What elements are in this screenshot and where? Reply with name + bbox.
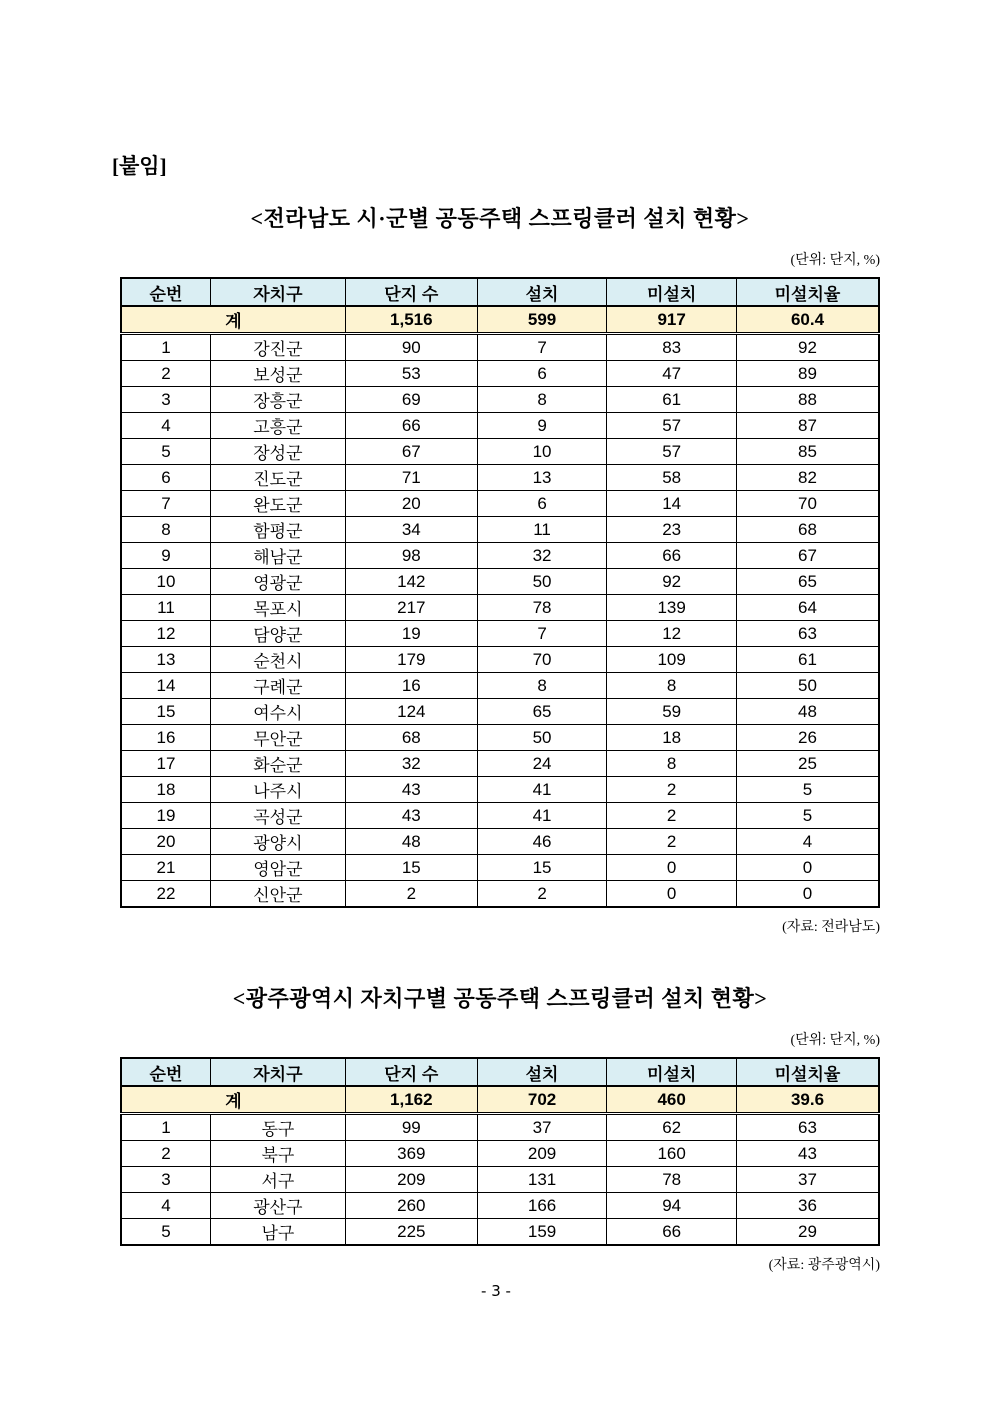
table-cell: 68 xyxy=(736,517,879,543)
table-row xyxy=(121,751,879,777)
table-cell: 50 xyxy=(736,673,879,699)
table-2-title: <광주광역시 자치구별 공동주택 스프링클러 설치 현황> xyxy=(232,986,768,1011)
table-cell: 무안군 xyxy=(210,725,345,751)
table-1-source-note: (자료: 전라남도) xyxy=(782,920,880,935)
total-value-cell: 599 xyxy=(477,306,607,334)
table-cell: 139 xyxy=(607,595,737,621)
table-cell: 25 xyxy=(736,751,879,777)
total-value-cell: 917 xyxy=(607,306,737,334)
table-row xyxy=(121,517,879,543)
table-header-row xyxy=(121,1058,879,1086)
table-cell: 3 xyxy=(121,1167,210,1193)
table-cell: 동구 xyxy=(210,1114,345,1141)
table-cell: 62 xyxy=(607,1114,737,1141)
table-cell: 고흥군 xyxy=(210,413,345,439)
column-header: 미설치율 xyxy=(736,278,879,306)
table-cell: 8 xyxy=(121,517,210,543)
table-cell: 61 xyxy=(736,647,879,673)
table-cell: 신안군 xyxy=(210,881,345,908)
table-cell: 6 xyxy=(477,361,607,387)
table-cell: 69 xyxy=(345,387,477,413)
table-1-unit-note: (단위: 단지, %) xyxy=(790,253,880,268)
table-cell: 0 xyxy=(607,855,737,881)
table-cell: 124 xyxy=(345,699,477,725)
table-cell: 209 xyxy=(345,1167,477,1193)
table-cell: 20 xyxy=(121,829,210,855)
table-cell: 여수시 xyxy=(210,699,345,725)
table-cell: 21 xyxy=(121,855,210,881)
table-cell: 32 xyxy=(477,543,607,569)
table-cell: 광양시 xyxy=(210,829,345,855)
table-cell: 구례군 xyxy=(210,673,345,699)
table-cell: 2 xyxy=(121,361,210,387)
table-cell: 7 xyxy=(121,491,210,517)
table-cell: 5 xyxy=(121,1219,210,1246)
table-cell: 48 xyxy=(736,699,879,725)
table-cell: 8 xyxy=(607,673,737,699)
table-cell: 94 xyxy=(607,1193,737,1219)
table-cell: 북구 xyxy=(210,1141,345,1167)
table-cell: 57 xyxy=(607,439,737,465)
table-cell: 66 xyxy=(607,1219,737,1246)
table-row xyxy=(121,699,879,725)
table-row xyxy=(121,543,879,569)
table-cell: 109 xyxy=(607,647,737,673)
table-cell: 92 xyxy=(736,334,879,361)
table-cell: 4 xyxy=(121,1193,210,1219)
total-value-cell: 1,162 xyxy=(345,1086,477,1114)
table-cell: 1 xyxy=(121,1114,210,1141)
page-number: - 3 - xyxy=(481,1282,511,1300)
table-header-row xyxy=(121,278,879,306)
table-cell: 59 xyxy=(607,699,737,725)
table-cell: 83 xyxy=(607,334,737,361)
table-cell: 41 xyxy=(477,777,607,803)
table-cell: 15 xyxy=(477,855,607,881)
table-cell: 66 xyxy=(345,413,477,439)
table-cell: 담양군 xyxy=(210,621,345,647)
document-page xyxy=(112,0,880,1274)
table-cell: 87 xyxy=(736,413,879,439)
table-cell: 0 xyxy=(607,881,737,908)
table-cell: 23 xyxy=(607,517,737,543)
table-cell: 강진군 xyxy=(210,334,345,361)
table-row xyxy=(121,491,879,517)
table-cell: 장흥군 xyxy=(210,387,345,413)
table-cell: 36 xyxy=(736,1193,879,1219)
table-row xyxy=(121,569,879,595)
table-cell: 98 xyxy=(345,543,477,569)
table-cell: 5 xyxy=(736,777,879,803)
table-row xyxy=(121,1193,879,1219)
table-row xyxy=(121,439,879,465)
table-cell: 화순군 xyxy=(210,751,345,777)
total-value-cell: 39.6 xyxy=(736,1086,879,1114)
table-cell: 12 xyxy=(121,621,210,647)
table-row xyxy=(121,647,879,673)
table-cell: 71 xyxy=(345,465,477,491)
column-header: 미설치 xyxy=(607,278,737,306)
table-row xyxy=(121,829,879,855)
table-cell: 6 xyxy=(121,465,210,491)
table-cell: 131 xyxy=(477,1167,607,1193)
table-cell: 82 xyxy=(736,465,879,491)
table-cell: 225 xyxy=(345,1219,477,1246)
table-row xyxy=(121,855,879,881)
table-cell: 78 xyxy=(477,595,607,621)
table-cell: 65 xyxy=(477,699,607,725)
column-header: 설치 xyxy=(477,1058,607,1086)
table-cell: 46 xyxy=(477,829,607,855)
table-cell: 63 xyxy=(736,1114,879,1141)
table-cell: 광산구 xyxy=(210,1193,345,1219)
table-cell: 2 xyxy=(121,1141,210,1167)
table-cell: 67 xyxy=(736,543,879,569)
attachment-label: [붙임] xyxy=(112,154,167,178)
table-cell: 2 xyxy=(607,777,737,803)
table-cell: 166 xyxy=(477,1193,607,1219)
table-cell: 7 xyxy=(477,334,607,361)
table-cell: 8 xyxy=(477,387,607,413)
table-cell: 65 xyxy=(736,569,879,595)
table-jeollanamdo xyxy=(120,277,880,908)
table-cell: 68 xyxy=(345,725,477,751)
table-row xyxy=(121,777,879,803)
table-cell: 369 xyxy=(345,1141,477,1167)
table-cell: 곡성군 xyxy=(210,803,345,829)
table-cell: 2 xyxy=(607,829,737,855)
table-cell: 58 xyxy=(607,465,737,491)
table-row xyxy=(121,1219,879,1246)
table-cell: 영암군 xyxy=(210,855,345,881)
table-cell: 2 xyxy=(477,881,607,908)
table-cell: 90 xyxy=(345,334,477,361)
table-cell: 89 xyxy=(736,361,879,387)
table-cell: 11 xyxy=(121,595,210,621)
table-cell: 5 xyxy=(736,803,879,829)
table-cell: 57 xyxy=(607,413,737,439)
table-cell: 9 xyxy=(477,413,607,439)
table-cell: 37 xyxy=(477,1114,607,1141)
table-cell: 142 xyxy=(345,569,477,595)
table-cell: 53 xyxy=(345,361,477,387)
table-cell: 완도군 xyxy=(210,491,345,517)
table-row xyxy=(121,881,879,908)
table-row xyxy=(121,1167,879,1193)
table-cell: 24 xyxy=(477,751,607,777)
table-cell: 18 xyxy=(607,725,737,751)
table-cell: 16 xyxy=(121,725,210,751)
table-row xyxy=(121,1141,879,1167)
table-cell: 나주시 xyxy=(210,777,345,803)
table-cell: 7 xyxy=(477,621,607,647)
table-total-row xyxy=(121,306,879,334)
table-row xyxy=(121,465,879,491)
table-1-title: <전라남도 시·군별 공동주택 스프링클러 설치 현황> xyxy=(250,206,750,231)
table-cell: 보성군 xyxy=(210,361,345,387)
table-cell: 41 xyxy=(477,803,607,829)
table-cell: 목포시 xyxy=(210,595,345,621)
table-cell: 영광군 xyxy=(210,569,345,595)
total-label-cell: 계 xyxy=(121,306,345,334)
table-cell: 19 xyxy=(121,803,210,829)
table-cell: 서구 xyxy=(210,1167,345,1193)
table-row xyxy=(121,725,879,751)
table-cell: 179 xyxy=(345,647,477,673)
column-header: 단지 수 xyxy=(345,1058,477,1086)
table-cell: 10 xyxy=(121,569,210,595)
total-value-cell: 60.4 xyxy=(736,306,879,334)
total-label-cell: 계 xyxy=(121,1086,345,1114)
table-cell: 85 xyxy=(736,439,879,465)
table-cell: 43 xyxy=(736,1141,879,1167)
column-header: 단지 수 xyxy=(345,278,477,306)
table-cell: 3 xyxy=(121,387,210,413)
table-cell: 15 xyxy=(121,699,210,725)
table-gwangju xyxy=(120,1057,880,1246)
table-cell: 88 xyxy=(736,387,879,413)
total-value-cell: 460 xyxy=(607,1086,737,1114)
table-cell: 37 xyxy=(736,1167,879,1193)
table-cell: 10 xyxy=(477,439,607,465)
table-cell: 17 xyxy=(121,751,210,777)
table-cell: 92 xyxy=(607,569,737,595)
column-header: 자치구 xyxy=(210,1058,345,1086)
table-cell: 64 xyxy=(736,595,879,621)
table-cell: 43 xyxy=(345,803,477,829)
table-cell: 2 xyxy=(345,881,477,908)
table-cell: 0 xyxy=(736,855,879,881)
table-cell: 50 xyxy=(477,725,607,751)
table-cell: 순천시 xyxy=(210,647,345,673)
table-cell: 14 xyxy=(121,673,210,699)
table-cell: 67 xyxy=(345,439,477,465)
table-cell: 1 xyxy=(121,334,210,361)
table-cell: 진도군 xyxy=(210,465,345,491)
table-cell: 9 xyxy=(121,543,210,569)
table-cell: 4 xyxy=(736,829,879,855)
table-cell: 48 xyxy=(345,829,477,855)
table-cell: 6 xyxy=(477,491,607,517)
table-cell: 61 xyxy=(607,387,737,413)
table-cell: 4 xyxy=(121,413,210,439)
table-cell: 78 xyxy=(607,1167,737,1193)
table-row xyxy=(121,361,879,387)
column-header: 순번 xyxy=(121,278,210,306)
table-cell: 13 xyxy=(121,647,210,673)
column-header: 설치 xyxy=(477,278,607,306)
column-header: 미설치율 xyxy=(736,1058,879,1086)
table-cell: 217 xyxy=(345,595,477,621)
column-header: 순번 xyxy=(121,1058,210,1086)
table-cell: 12 xyxy=(607,621,737,647)
table-row xyxy=(121,673,879,699)
table-cell: 260 xyxy=(345,1193,477,1219)
table-cell: 2 xyxy=(607,803,737,829)
table-cell: 15 xyxy=(345,855,477,881)
table-cell: 26 xyxy=(736,725,879,751)
table-cell: 13 xyxy=(477,465,607,491)
table-cell: 34 xyxy=(345,517,477,543)
column-header: 미설치 xyxy=(607,1058,737,1086)
table-cell: 66 xyxy=(607,543,737,569)
table-cell: 5 xyxy=(121,439,210,465)
table-row xyxy=(121,621,879,647)
table-cell: 남구 xyxy=(210,1219,345,1246)
table-cell: 함평군 xyxy=(210,517,345,543)
table-cell: 8 xyxy=(607,751,737,777)
table-cell: 209 xyxy=(477,1141,607,1167)
table-cell: 32 xyxy=(345,751,477,777)
table-cell: 장성군 xyxy=(210,439,345,465)
table-row xyxy=(121,803,879,829)
table-cell: 해남군 xyxy=(210,543,345,569)
table-cell: 70 xyxy=(477,647,607,673)
table-cell: 14 xyxy=(607,491,737,517)
table-cell: 0 xyxy=(736,881,879,908)
table-cell: 29 xyxy=(736,1219,879,1246)
table-cell: 18 xyxy=(121,777,210,803)
table-cell: 11 xyxy=(477,517,607,543)
table-cell: 16 xyxy=(345,673,477,699)
table-2-source-note: (자료: 광주광역시) xyxy=(768,1258,880,1273)
table-row xyxy=(121,387,879,413)
table-2-unit-note: (단위: 단지, %) xyxy=(790,1033,880,1048)
table-cell: 8 xyxy=(477,673,607,699)
table-cell: 19 xyxy=(345,621,477,647)
column-header: 자치구 xyxy=(210,278,345,306)
table-cell: 47 xyxy=(607,361,737,387)
table-cell: 63 xyxy=(736,621,879,647)
table-cell: 160 xyxy=(607,1141,737,1167)
table-row xyxy=(121,413,879,439)
table-cell: 22 xyxy=(121,881,210,908)
table-cell: 159 xyxy=(477,1219,607,1246)
table-cell: 99 xyxy=(345,1114,477,1141)
table-cell: 20 xyxy=(345,491,477,517)
table-row xyxy=(121,595,879,621)
table-cell: 70 xyxy=(736,491,879,517)
total-value-cell: 1,516 xyxy=(345,306,477,334)
table-cell: 43 xyxy=(345,777,477,803)
table-row xyxy=(121,1114,879,1141)
table-total-row xyxy=(121,1086,879,1114)
table-row xyxy=(121,334,879,361)
total-value-cell: 702 xyxy=(477,1086,607,1114)
table-cell: 50 xyxy=(477,569,607,595)
